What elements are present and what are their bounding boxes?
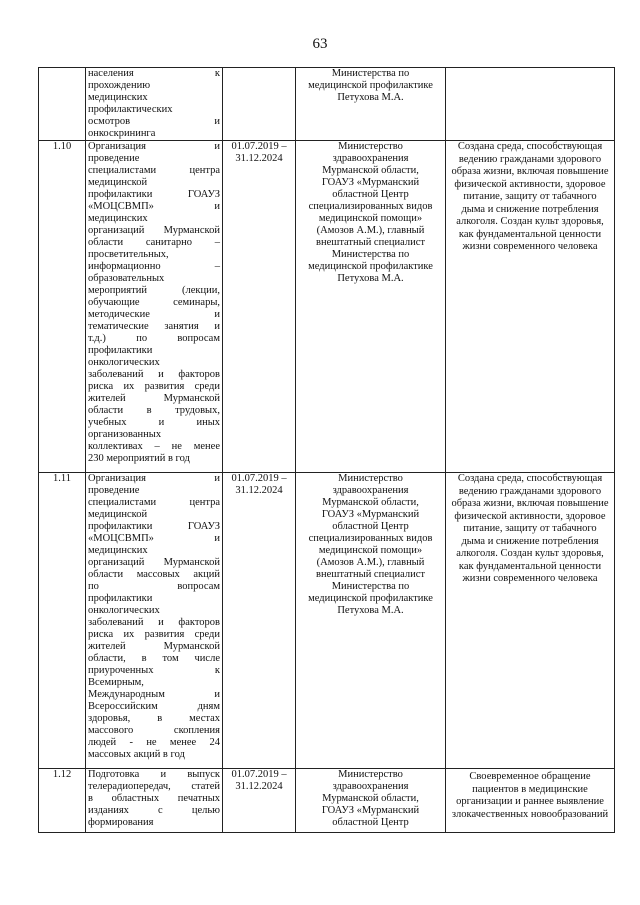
text-line: приуроченных к [88, 665, 220, 676]
text-line: ведению гражданами здорового [458, 153, 602, 165]
text-line: пациентов в медицинские [472, 783, 588, 795]
table-row [39, 769, 615, 833]
text-line: риска их развития среди [88, 629, 220, 640]
text-line: 01.07.2019 – [231, 769, 287, 780]
text-line: Министерство [338, 769, 403, 780]
text-line: медицинских [88, 545, 148, 556]
text-line: организаций Мурманской [88, 225, 220, 236]
table-row [39, 68, 615, 141]
event-description [86, 68, 223, 141]
text-line: как фундаментальной ценности [458, 560, 602, 572]
text-line: Мурманской области, [322, 497, 419, 508]
text-line: здравоохранения [332, 153, 409, 164]
text-line: образа жизни, включая повышение [451, 498, 609, 509]
text-line: прохождению [88, 80, 151, 91]
event-executor [296, 68, 446, 141]
text-line: массового скопления [88, 725, 220, 736]
text-line: мероприятий (лекции, [88, 285, 220, 296]
text-line: образовательных [88, 273, 165, 284]
text-line: областной Центр [332, 189, 409, 200]
text-line: коллективах – не менее [88, 441, 220, 452]
text-line: обучающие семинары, [88, 297, 220, 308]
text-line: здоровья, в местах [88, 713, 220, 724]
text-line: здравоохранения [332, 781, 409, 792]
text-line: онкологических [88, 605, 160, 616]
row-number: 1.11 [39, 473, 86, 769]
text-line: внештатный специалист [316, 237, 425, 248]
text-line: специалистами центра [88, 165, 220, 176]
text-line: ведению гражданами здорового [458, 485, 602, 497]
text-line: Министерство [338, 141, 403, 152]
text-line: ГОАУЗ «Мурманский [321, 177, 420, 188]
text-line: медицинской помощи» [318, 545, 423, 556]
text-line: жителей Мурманской [88, 393, 220, 404]
text-line: «МОЦСВМП» и [88, 533, 220, 544]
text-line: риска их развития среди [88, 381, 220, 392]
text-line: формирования [88, 817, 154, 828]
text-line: организованных [88, 429, 162, 440]
text-line: алкоголя. Создан культ здоровья, [456, 548, 604, 559]
text-line: как фундаментальной ценности [458, 228, 602, 240]
text-line: просветительных, [88, 249, 169, 260]
text-line: профилактики ГОАУЗ [88, 521, 220, 532]
text-line: физической активности, здоровое [454, 510, 606, 522]
text-line: Мурманской области, [322, 793, 419, 804]
text-line: 230 мероприятий в год [88, 453, 190, 464]
text-line: телерадиопередач, статей [88, 781, 220, 792]
text-line: питание, защиту от табачного [463, 523, 597, 534]
text-line: дыма и снижение потребления [461, 535, 599, 547]
text-line: Петухова М.А. [337, 605, 404, 616]
event-executor [296, 141, 446, 473]
event-term [223, 473, 296, 769]
event-description [86, 473, 223, 769]
text-line: дыма и снижение потребления [461, 203, 599, 215]
text-line: медицинской [88, 177, 148, 188]
text-line: методические и [88, 309, 220, 320]
text-line: учебных и иных [88, 417, 220, 428]
text-line: Мурманской области, [322, 165, 419, 176]
text-line: профилактики [88, 593, 153, 604]
text-line: питание, защиту от табачного [463, 191, 597, 202]
text-line: 01.07.2019 – [231, 473, 287, 484]
text-line: ГОАУЗ «Мурманский [321, 805, 420, 816]
text-line: медицинской профилактике [308, 80, 433, 91]
text-line: организаций Мурманской [88, 557, 220, 568]
text-line: в областных печатных [88, 793, 220, 804]
table-row [39, 473, 615, 769]
row-number: 1.12 [39, 769, 86, 833]
text-line: тематические занятия и [88, 321, 220, 332]
text-line: медицинских [88, 92, 148, 103]
event-result [446, 769, 615, 833]
text-line: внештатный специалист [316, 569, 425, 580]
text-line: по вопросам [88, 581, 220, 592]
text-line: т.д.) по вопросам [88, 333, 220, 344]
text-line: Министерства по [331, 581, 410, 592]
text-line: Организация и [88, 473, 220, 484]
text-line: медицинских [88, 213, 148, 224]
text-line: заболеваний и факторов [88, 617, 220, 628]
text-line: специалистами центра [88, 497, 220, 508]
text-line: физической активности, здоровое [454, 178, 606, 190]
text-line: «МОЦСВМП» и [88, 201, 220, 212]
text-line: 01.07.2019 – [231, 141, 287, 152]
text-line: Петухова М.А. [337, 273, 404, 284]
event-result [446, 473, 615, 769]
row-number [39, 68, 86, 141]
event-result [446, 68, 615, 141]
event-description [86, 141, 223, 473]
text-line: Международным и [88, 689, 220, 700]
text-line: массовых акций в год [88, 749, 185, 760]
text-line: 31.12.2024 [235, 153, 283, 164]
text-line: (Амозов А.М.), главный [316, 557, 425, 568]
text-line: ГОАУЗ «Мурманский [321, 509, 420, 520]
text-line: профилактических [88, 104, 173, 115]
table-row [39, 141, 615, 473]
text-line: профилактики ГОАУЗ [88, 189, 220, 200]
event-term [223, 141, 296, 473]
text-line: (Амозов А.М.), главный [316, 225, 425, 236]
text-line: Министерство [338, 473, 403, 484]
page-number: 63 [312, 36, 328, 52]
text-line: 31.12.2024 [235, 485, 283, 496]
event-term [223, 68, 296, 141]
text-line: жителей Мурманской [88, 641, 220, 652]
text-line: области, в том числе [88, 653, 220, 664]
text-line: изданиях с целью [88, 805, 220, 816]
text-line: специализированных видов [308, 201, 433, 212]
text-line: области массовых акций [88, 569, 220, 580]
text-line: Министерства по [331, 249, 410, 260]
text-line: Создана среда, способствующая [457, 141, 603, 152]
text-line: медицинской профилактике [308, 593, 433, 604]
text-line: заболеваний и факторов [88, 369, 220, 380]
text-line: образа жизни, включая повышение [451, 166, 609, 177]
event-executor [296, 769, 446, 833]
text-line: Всероссийским дням [88, 701, 220, 712]
text-line: проведение [88, 485, 140, 496]
text-line: злокачественных новообразований [451, 808, 609, 820]
text-line: Министерства по [331, 68, 410, 79]
text-line: населения к [88, 68, 220, 79]
text-line: медицинской [88, 509, 148, 520]
text-line: Организация и [88, 141, 220, 152]
text-line: людей - не менее 24 [88, 737, 220, 748]
text-line: проведение [88, 153, 140, 164]
text-line: организации и раннее выявление [456, 796, 604, 807]
text-line: медицинской помощи» [318, 213, 423, 224]
text-line: Всемирным, [88, 677, 144, 688]
measures-table [38, 67, 615, 833]
text-line: онкологических [88, 357, 160, 368]
text-line: здравоохранения [332, 485, 409, 496]
text-line: области в трудовых, [88, 405, 220, 416]
event-result [446, 141, 615, 473]
row-number: 1.10 [39, 141, 86, 473]
event-executor [296, 473, 446, 769]
text-line: областной Центр [332, 817, 409, 828]
text-line: жизни современного человека [462, 241, 598, 252]
text-line: 31.12.2024 [235, 781, 283, 792]
text-line: специализированных видов [308, 533, 433, 544]
text-line: жизни современного человека [462, 573, 598, 584]
text-line: алкоголя. Создан культ здоровья, [456, 216, 604, 227]
event-description [86, 769, 223, 833]
text-line: медицинской профилактике [308, 261, 433, 272]
text-line: Петухова М.А. [337, 92, 404, 103]
text-line: Своевременное обращение [469, 771, 591, 782]
text-line: онкоскрининга [88, 128, 156, 139]
text-line: областной Центр [332, 521, 409, 532]
text-line: Создана среда, способствующая [457, 473, 603, 484]
text-line: профилактики [88, 345, 153, 356]
event-term [223, 769, 296, 833]
text-line: Подготовка и выпуск [88, 769, 220, 780]
text-line: информационно – [88, 261, 220, 272]
text-line: осмотров и [88, 116, 220, 127]
text-line: области санитарно – [88, 237, 220, 248]
